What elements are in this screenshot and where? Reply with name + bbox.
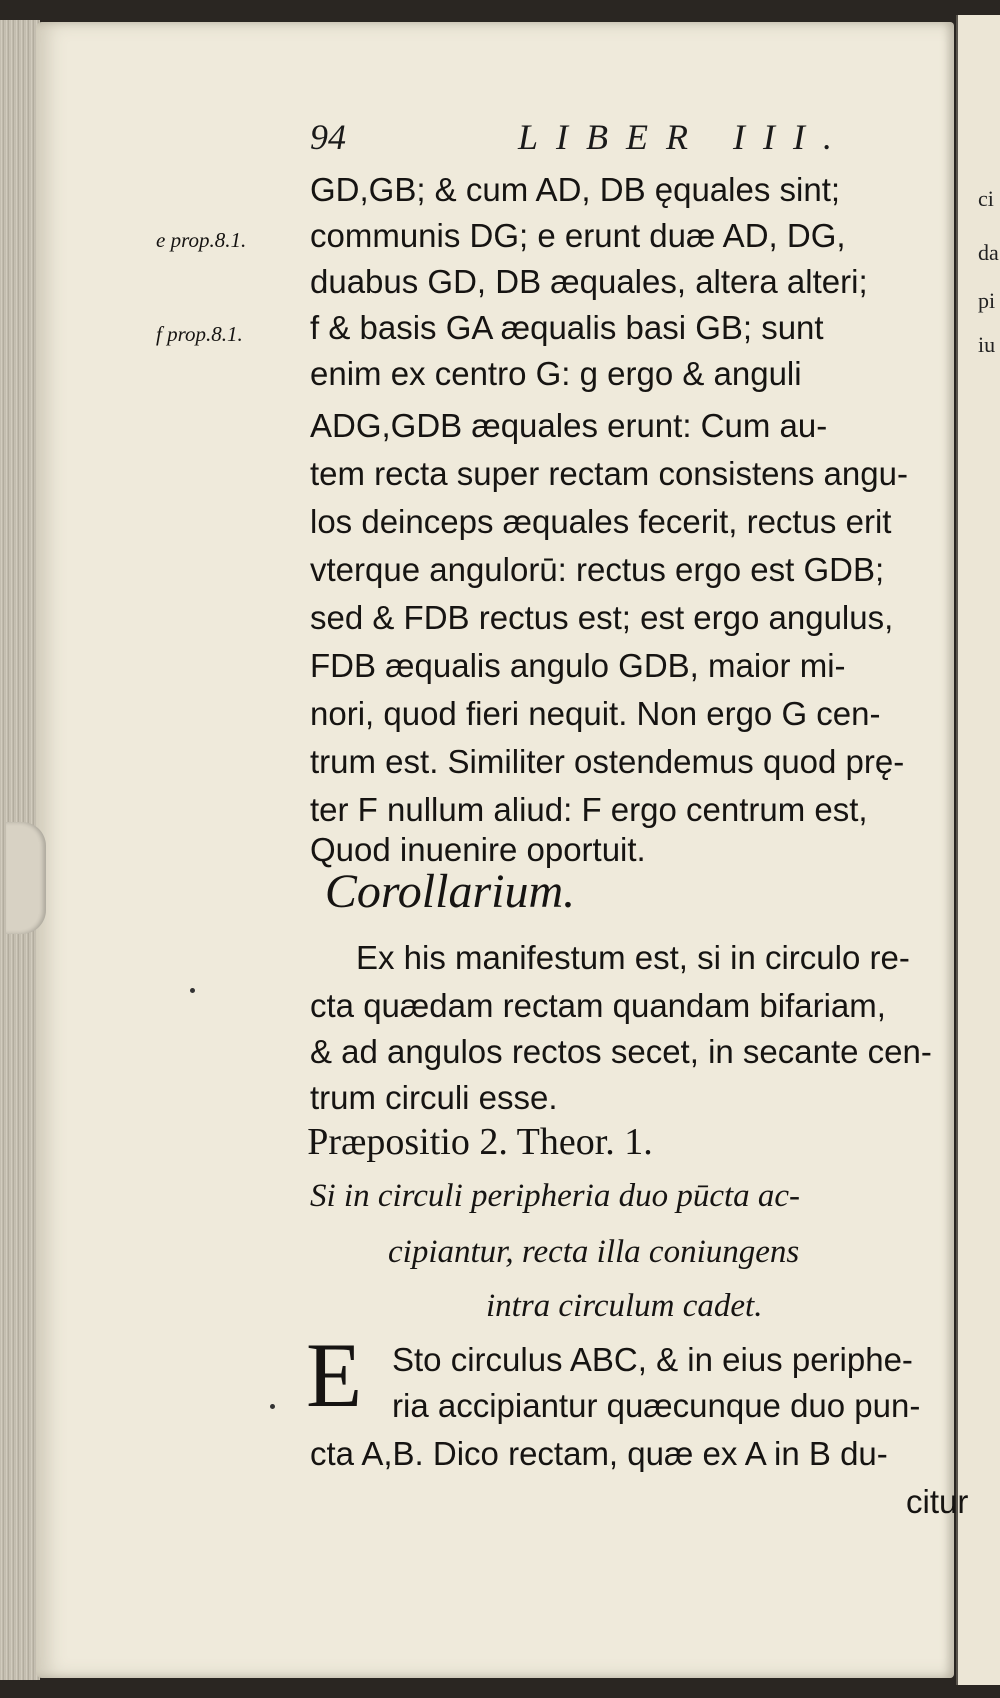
proof-line: ria accipiantur quæcunque duo pun-	[392, 1387, 921, 1424]
text-line: trum est. Similiter ostendemus quod prę-	[310, 743, 905, 780]
text-line: duabus GD, DB æquales, altera alteri;	[310, 263, 868, 300]
text-line: tem recta super rectam consistens angu-	[310, 455, 908, 492]
margin-note: e prop.8.1.	[156, 228, 247, 252]
page-number: 94	[310, 117, 346, 157]
text-line: vterque angulorū: rectus ergo est GDB;	[310, 551, 885, 588]
facing-page-fragment: da	[978, 240, 999, 265]
corollary-line: cta quædam rectam quandam bifariam,	[310, 987, 886, 1024]
proof-line: cta A,B. Dico rectam, quæ ex A in B du-	[310, 1435, 888, 1472]
proposition-statement-line: cipiantur, recta illa coniungens	[388, 1234, 800, 1270]
text-line: ADG,GDB æquales erunt: Cum au-	[310, 407, 828, 444]
ink-speck	[190, 988, 195, 993]
text-line: nori, quod fieri nequit. Non ergo G cen-	[310, 695, 881, 732]
text-line: ter F nullum aliud: F ergo centrum est,	[310, 791, 868, 828]
proof-line: Sto circulus ABC, & in eius periphe-	[392, 1341, 913, 1378]
text-line: Quod inuenire oportuit.	[310, 831, 646, 868]
corollary-line: & ad angulos rectos secet, in secante cen-	[310, 1033, 932, 1070]
text-line: sed & FDB rectus est; est ergo angulus,	[310, 599, 894, 636]
text-line: enim ex centro G: g ergo & anguli	[310, 355, 802, 392]
text-line: f & basis GA æqualis basi GB; sunt	[310, 309, 824, 346]
margin-note: f prop.8.1.	[156, 322, 243, 346]
text-line: los deinceps æquales fecerit, rectus erit	[310, 503, 892, 540]
facing-page-fragment: ci	[978, 186, 994, 211]
proposition-statement-line: intra circulum cadet.	[486, 1288, 763, 1324]
ink-speck	[270, 1404, 275, 1409]
corollary-line: Ex his manifestum est, si in circulo re-	[356, 939, 910, 976]
drop-cap-initial: E	[306, 1324, 363, 1426]
text-line: FDB æqualis angulo GDB, maior mi-	[310, 647, 846, 684]
corollary-line: trum circuli esse.	[310, 1079, 558, 1116]
running-head: LIBER III.	[518, 117, 850, 157]
catchword: citur	[906, 1483, 969, 1520]
facing-page-fragment: pi	[978, 288, 996, 313]
proposition-title: Præpositio 2. Theor. 1.	[307, 1121, 653, 1163]
text-line: communis DG; e erunt duæ AD, DG,	[310, 217, 846, 254]
proposition-statement-line: Si in circuli peripheria duo pūcta ac-	[310, 1178, 801, 1214]
facing-page-fragment: iu	[978, 332, 996, 357]
corollary-title: Corollarium.	[324, 865, 576, 918]
text-line: GD,GB; & cum AD, DB ęquales sint;	[310, 171, 841, 208]
